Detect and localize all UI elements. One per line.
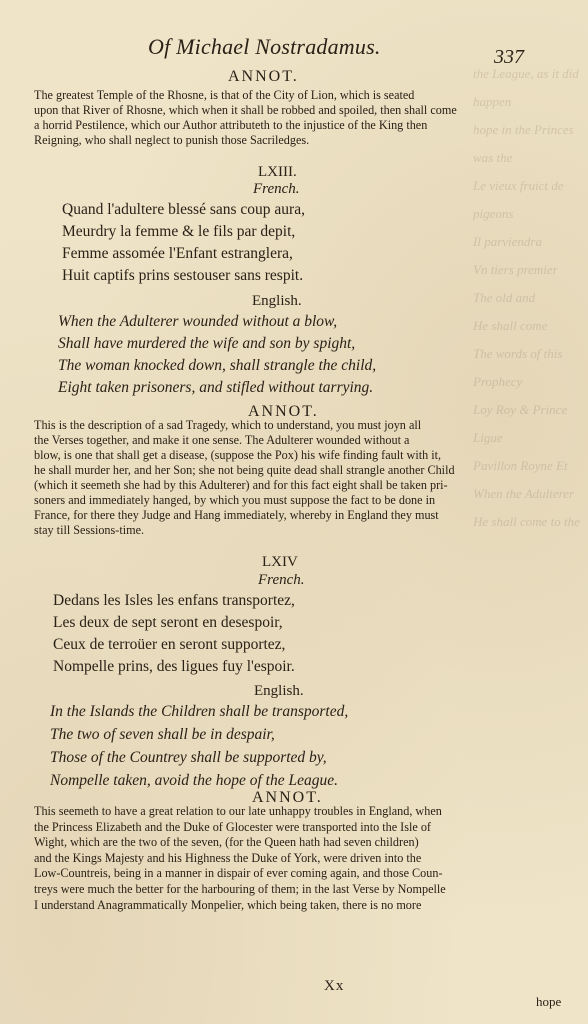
french-label: French. [253, 181, 300, 197]
annot-paragraph [34, 804, 446, 913]
verse-line: Femme assomée l'Enfant estranglera, [62, 245, 293, 262]
verse-line: Shall have murdered the wife and son by spight, [58, 335, 356, 352]
verse-line: Les deux de sept seront en desespoir, [53, 614, 283, 631]
annot-heading: ANNOT. [228, 68, 299, 85]
prose-line: he shall murder her, and her Son; she not being quite dead shall strangle another Child [34, 463, 455, 477]
prose-line: the Verses together, and make it one sense. The Adulterer wounded without a [34, 433, 410, 447]
annot-paragraph [34, 88, 457, 148]
quatrain-number: LXIII. [258, 164, 297, 180]
verse-line: The woman knocked down, shall strangle the child, [58, 357, 377, 374]
annot-heading: ANNOT. [248, 403, 319, 420]
french-verse [62, 199, 305, 287]
verse-line: In the Islands the Children shall be transported, [50, 703, 349, 720]
verse-line: Meurdry la femme & le fils par depit, [62, 223, 296, 240]
prose-line: The greatest Temple of the Rhosne, is that of the City of Lion, which is seated [34, 88, 415, 102]
verse-line: Eight taken prisoners, and stifled without tarrying. [58, 379, 374, 396]
verse-line: Huit captifs prins sestouser sans respit. [62, 267, 304, 284]
page-number: 337 [494, 46, 524, 68]
english-label: English. [252, 293, 302, 309]
prose-line: blow, is one that shall get a disease, (suppose the Pox) his wife finding fault with it, [34, 448, 442, 462]
catchword: hope [536, 994, 562, 1009]
english-verse [50, 700, 348, 792]
prose-line: a horrid Pestilence, which our Author attributeth to the injustice of the King then [34, 118, 428, 132]
quatrain-number: LXIV [262, 554, 298, 570]
prose-line: treys were much the better for the harbouring of them; in the last Verse by Nompelle [34, 881, 446, 896]
prose-line: Reigning, who shall neglect to punish those Sacriledges. [34, 133, 310, 147]
verse-line: Quand l'adultere blessé sans coup aura, [62, 201, 305, 218]
show-through-text: the League, as it did happen hope in the Princes was the Le vieux fruict de pigeons Il parviendra Vn tiers premier The old and He shall come The words of this Prophecy Loy Roy & Prince Ligue Pavillon Royne Et When the Adulterer He shall come to the [473, 66, 580, 529]
prose-line: Low-Countreis, being in a manner in dispair of ever coming again, and those Coun- [34, 866, 443, 881]
running-head: Of Michael Nostradamus. [148, 34, 381, 59]
french-verse [53, 590, 295, 678]
prose-line: the Princess Elizabeth and the Duke of Glocester were transported into the Isle of [34, 819, 431, 834]
annot-heading: ANNOT. [252, 789, 323, 806]
english-verse [58, 311, 376, 399]
verse-line: Nompelle prins, des ligues fuy l'espoir. [53, 658, 295, 675]
prose-line: This seemeth to have a great relation to our late unhappy troubles in England, when [34, 804, 442, 818]
prose-line: France, for there they Judge and Hang immediately, whereby in England they must [34, 508, 439, 522]
signature-mark: Xx [324, 978, 345, 994]
french-label: French. [258, 572, 305, 588]
prose-line: stay till Sessions-time. [34, 523, 145, 537]
verse-line: Nompelle taken, avoid the hope of the League. [50, 772, 338, 789]
prose-line: soners and immediately hanged, by which you must suppose the fact to be done in [34, 493, 436, 507]
prose-line: This is the description of a sad Tragedy, which to understand, you must joyn all [34, 418, 422, 432]
verse-line: Dedans les Isles les enfans transportez, [53, 592, 295, 609]
prose-line: I understand Anagrammatically Monpelier, which being taken, there is no more [34, 897, 422, 912]
verse-line: When the Adulterer wounded without a blow, [58, 313, 338, 330]
verse-line: The two of seven shall be in despair, [50, 726, 275, 743]
verse-line: Those of the Countrey shall be supported by, [50, 749, 327, 766]
verse-line: Ceux de terroüer en seront supportez, [53, 636, 286, 653]
english-label: English. [254, 683, 304, 699]
prose-line: upon that River of Rhosne, which when it shall be robbed and spoiled, then shall come [34, 103, 457, 117]
prose-line: Wight, which are the two of the seven, (for the Queen hath had seven children) [34, 835, 419, 850]
prose-line: and the Kings Majesty and his Highness the Duke of York, were driven into the [34, 850, 422, 865]
annot-paragraph [34, 418, 455, 538]
prose-line: (which it seemeth she had by this Adulterer) and for this fact eight shall be taken pri- [34, 478, 448, 492]
